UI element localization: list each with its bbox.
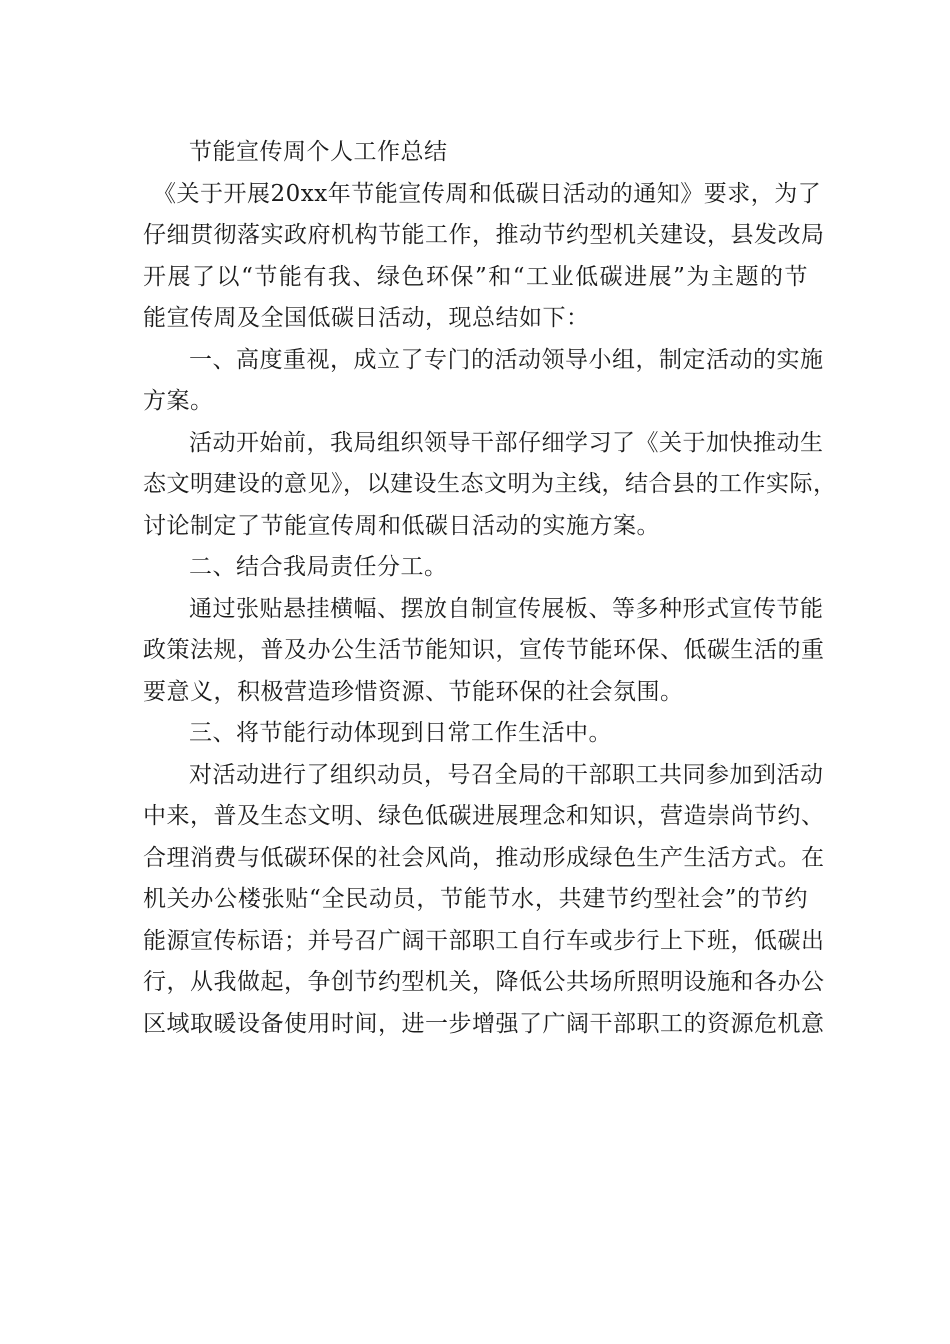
document-title: 节能宣传周个人工作总结 (189, 139, 448, 165)
paragraph-line: 能源宣传标语；并号召广阔干部职工自行车或步行上下班，低碳出 (143, 927, 825, 954)
paragraph-line: 能宣传周及全国低碳日活动，现总结如下： (143, 305, 590, 331)
paragraph-line: 方案。 (143, 388, 214, 414)
paragraph-line: 开展了以“节能有我、绿色环保”和“工业低碳进展”为主题的节 (143, 263, 808, 290)
paragraph-line: 通过张贴悬挂横幅、摆放自制宣传展板、等多种形式宣传节能 (189, 595, 824, 622)
paragraph-line: 仔细贯彻落实政府机构节能工作，推动节约型机关建设，县发改局 (143, 222, 825, 248)
paragraph-line: 要意义，积极营造珍惜资源、节能环保的社会氛围。 (143, 678, 684, 705)
section-heading-2: 二、结合我局责任分工。 (189, 554, 448, 580)
paragraph-line: 合理消费与低碳环保的社会风尚，推动形成绿色生产生活方式。在 (143, 844, 825, 871)
paragraph-line: 对活动进行了组织动员，号召全局的干部职工共同参加到活动 (189, 761, 824, 788)
paragraph-line: 区域取暖设备使用时间，进一步增强了广阔干部职工的资源危机意 (143, 1010, 825, 1037)
paragraph-line: 活动开始前，我局组织领导干部仔细学习了《关于加快推动生 (189, 429, 824, 456)
paragraph-line: 行，从我做起，争创节约型机关，降低公共场所照明设施和各办公 (143, 969, 825, 995)
paragraph-line: 讨论制定了节能宣传周和低碳日活动的实施方案。 (143, 512, 660, 539)
section-heading-3: 三、将节能行动体现到日常工作生活中。 (189, 720, 612, 746)
section-heading-1: 一、高度重视，成立了专门的活动领导小组，制定活动的实施 (189, 346, 824, 373)
paragraph-line: 政策法规，普及办公生活节能知识，宣传节能环保、低碳生活的重 (143, 637, 825, 663)
paragraph-line: 中来，普及生态文明、绿色低碳进展理念和知识，营造崇尚节约、 (143, 803, 825, 829)
paragraph-line: 机关办公楼张贴“全民动员，节能节水，共建节约型社会”的节约 (143, 886, 808, 912)
paragraph-line: 态文明建设的意见》，以建设生态文明为主线，结合县的工作实际， (143, 471, 837, 497)
paragraph-line: 《关于开展20xx年节能宣传周和低碳日活动的通知》要求，为了 (153, 180, 822, 207)
document-body (143, 132, 837, 1045)
